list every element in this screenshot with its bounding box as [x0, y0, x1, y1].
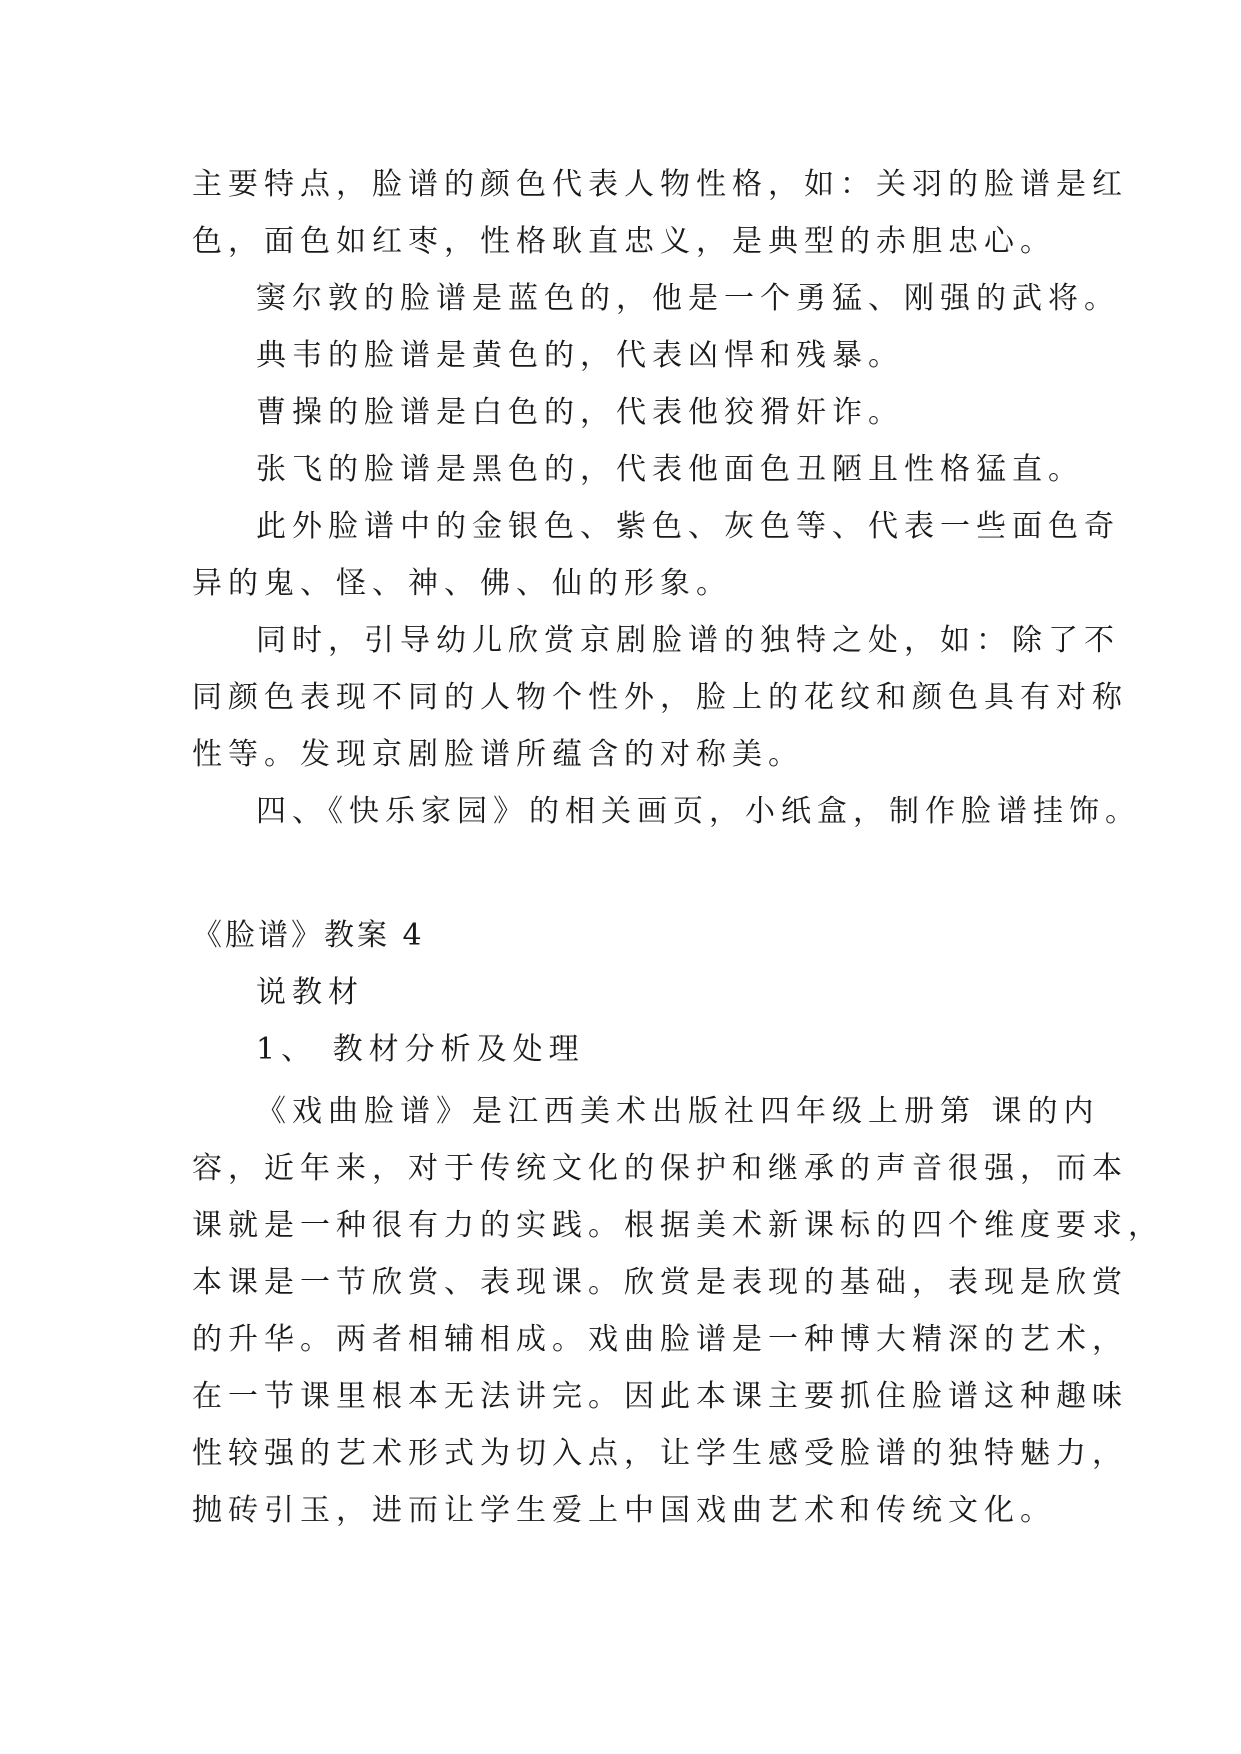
subheading: 说教材	[256, 975, 364, 1010]
paragraph-line: 课就是一种很有力的实践。根据美术新课标的四个维度要求，	[192, 1208, 1164, 1243]
paragraph-line: 曹操的脸谱是白色的，代表他狡猾奸诈。	[256, 395, 904, 430]
paragraph-line: 同时，引导幼儿欣赏京剧脸谱的独特之处，如：除了不	[256, 623, 1120, 658]
paragraph-line: 窦尔敦的脸谱是蓝色的，他是一个勇猛、刚强的武将。	[256, 281, 1120, 316]
paragraph-line: 典韦的脸谱是黄色的，代表凶悍和残暴。	[256, 338, 904, 373]
paragraph-line: 抛砖引玉，进而让学生爱上中国戏曲艺术和传统文化。	[192, 1493, 1056, 1528]
paragraph-line: 本课是一节欣赏、表现课。欣赏是表现的基础，表现是欣赏	[192, 1265, 1128, 1300]
paragraph-line: 四、《快乐家园》的相关画页，小纸盒，制作脸谱挂饰。	[256, 794, 1141, 829]
paragraph-line: 容，近年来，对于传统文化的保护和继承的声音很强，而本	[192, 1151, 1128, 1186]
paragraph-line: 《戏曲脸谱》是江西美术出版社四年级上册第 课的内	[256, 1094, 1100, 1129]
paragraph-line: 性等。发现京剧脸谱所蕴含的对称美。	[192, 737, 804, 772]
paragraph-line: 在一节课里根本无法讲完。因此本课主要抓住脸谱这种趣味	[192, 1379, 1128, 1414]
paragraph-line: 此外脸谱中的金银色、紫色、灰色等、代表一些面色奇	[256, 509, 1120, 544]
list-item-heading: 1、 教材分析及处理	[256, 1032, 585, 1067]
paragraph-line: 的升华。两者相辅相成。戏曲脸谱是一种博大精深的艺术，	[192, 1322, 1128, 1357]
paragraph-line: 色，面色如红枣，性格耿直忠义，是典型的赤胆忠心。	[192, 224, 1056, 259]
section-heading: 《脸谱》教案 4	[192, 918, 425, 953]
paragraph-line: 异的鬼、怪、神、佛、仙的形象。	[192, 566, 732, 601]
paragraph-line: 性较强的艺术形式为切入点，让学生感受脸谱的独特魅力，	[192, 1436, 1128, 1471]
paragraph-line: 张飞的脸谱是黑色的，代表他面色丑陋且性格猛直。	[256, 452, 1084, 487]
paragraph-line: 同颜色表现不同的人物个性外，脸上的花纹和颜色具有对称	[192, 680, 1128, 715]
paragraph-line: 主要特点，脸谱的颜色代表人物性格，如：关羽的脸谱是红	[192, 167, 1128, 202]
